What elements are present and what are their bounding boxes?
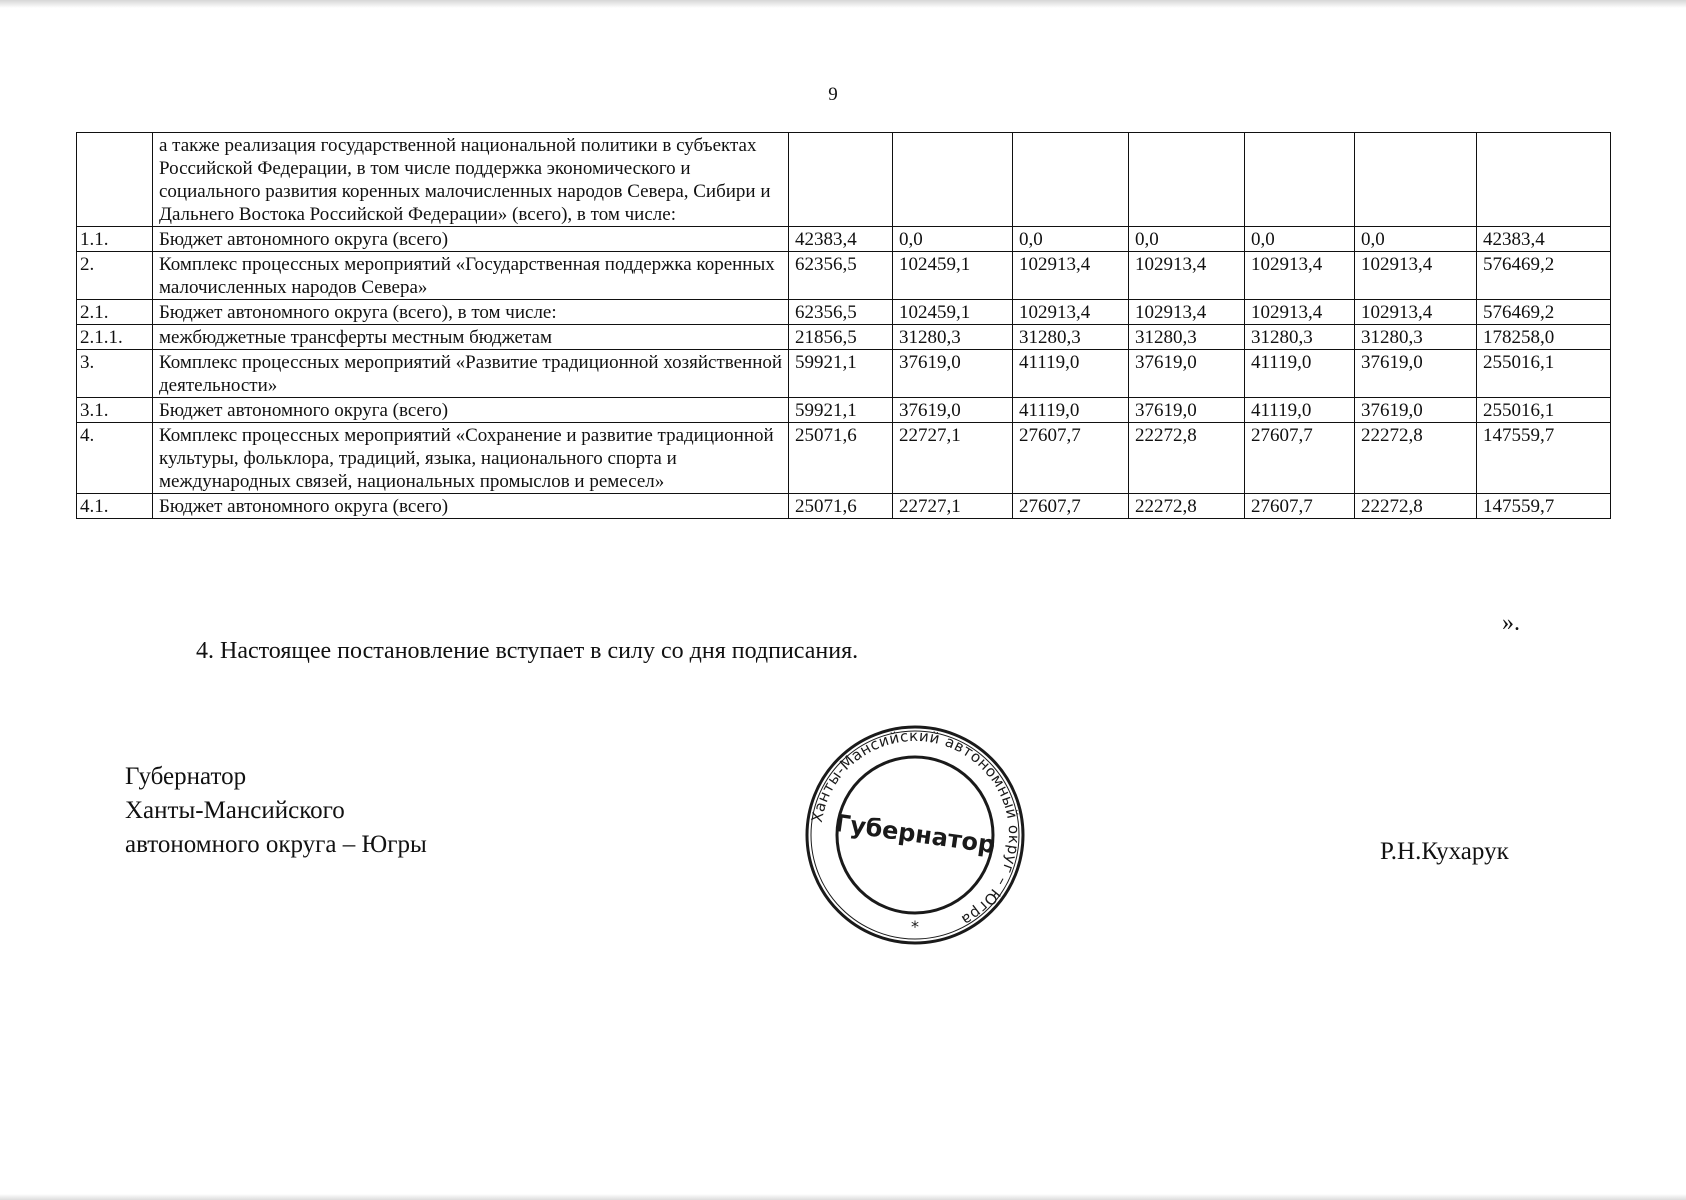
seal-center-text: Губернатор [833,808,998,860]
table-row [77,227,1611,252]
value-cell [789,133,893,227]
value-cell: 27607,7 [1245,494,1355,519]
value-cell: 41119,0 [1013,350,1129,398]
value-cell: 62356,5 [789,300,893,325]
row-title: Комплекс процессных мероприятий «Развитие традиционной хозяйственной деятельности» [153,350,789,398]
table-row [77,300,1611,325]
value-cell: 22727,1 [893,423,1013,494]
value-cell: 42383,4 [1477,227,1611,252]
value-cell: 255016,1 [1477,398,1611,423]
row-index: 4.1. [77,494,153,519]
value-cell: 37619,0 [1355,350,1477,398]
value-cell: 59921,1 [789,398,893,423]
table-row [77,350,1611,398]
value-cell: 22272,8 [1129,494,1245,519]
value-cell: 22272,8 [1129,423,1245,494]
closing-quote: ». [1502,610,1520,636]
value-cell: 25071,6 [789,423,893,494]
page-number: 9 [828,84,838,105]
value-cell: 102459,1 [893,252,1013,300]
value-cell [1245,133,1355,227]
value-cell: 102913,4 [1129,300,1245,325]
value-cell: 102913,4 [1013,252,1129,300]
value-cell: 178258,0 [1477,325,1611,350]
signatory-name: Р.Н.Кухарук [1380,838,1509,865]
table-row [77,252,1611,300]
row-index: 2.1. [77,300,153,325]
row-title: Бюджет автономного округа (всего) [153,494,789,519]
value-cell [893,133,1013,227]
table-row [77,423,1611,494]
table-row [77,325,1611,350]
row-title: Бюджет автономного округа (всего) [153,227,789,252]
value-cell: 31280,3 [1245,325,1355,350]
value-cell: 147559,7 [1477,494,1611,519]
table-body [77,133,1611,519]
value-cell: 102913,4 [1245,300,1355,325]
value-cell: 31280,3 [893,325,1013,350]
value-cell: 37619,0 [1355,398,1477,423]
row-title: межбюджетные трансферты местным бюджетам [153,325,789,350]
value-cell: 37619,0 [893,398,1013,423]
row-index: 2.1.1. [77,325,153,350]
value-cell: 37619,0 [1129,350,1245,398]
position-line: автономного округа – Югры [125,831,427,858]
seal-ring-textpath: Ханты-Мансийский автономный округ – Югра [807,726,1024,930]
signature-position [125,760,427,862]
value-cell: 102913,4 [1013,300,1129,325]
row-index: 2. [77,252,153,300]
value-cell: 147559,7 [1477,423,1611,494]
value-cell: 0,0 [1355,227,1477,252]
value-cell: 31280,3 [1129,325,1245,350]
row-title: Бюджет автономного округа (всего) [153,398,789,423]
official-seal [800,720,1030,950]
value-cell [1355,133,1477,227]
value-cell: 42383,4 [789,227,893,252]
value-cell: 22727,1 [893,494,1013,519]
value-cell: 37619,0 [1129,398,1245,423]
row-title: Бюджет автономного округа (всего), в том числе: [153,300,789,325]
value-cell: 102913,4 [1129,252,1245,300]
row-title: Комплекс процессных мероприятий «Сохранение и развитие традиционной культуры, фольклора, традиций, языка, национального спорта и международных связей, национальных промыслов и ремесел» [153,423,789,494]
table-row [77,494,1611,519]
value-cell: 22272,8 [1355,494,1477,519]
row-index: 4. [77,423,153,494]
value-cell: 102913,4 [1355,300,1477,325]
value-cell: 0,0 [1245,227,1355,252]
value-cell: 27607,7 [1245,423,1355,494]
value-cell: 27607,7 [1013,423,1129,494]
value-cell: 576469,2 [1477,252,1611,300]
value-cell: 102913,4 [1245,252,1355,300]
value-cell: 41119,0 [1013,398,1129,423]
value-cell: 576469,2 [1477,300,1611,325]
value-cell: 62356,5 [789,252,893,300]
scan-edge-bottom [0,1194,1686,1200]
value-cell: 0,0 [893,227,1013,252]
value-cell: 27607,7 [1013,494,1129,519]
row-index: 3. [77,350,153,398]
value-cell [1477,133,1611,227]
value-cell: 0,0 [1013,227,1129,252]
value-cell [1129,133,1245,227]
row-index: 1.1. [77,227,153,252]
row-index [77,133,153,227]
value-cell: 21856,5 [789,325,893,350]
value-cell: 0,0 [1129,227,1245,252]
seal-star: * [911,917,919,936]
value-cell: 31280,3 [1013,325,1129,350]
position-line: Ханты-Мансийского [125,797,345,824]
position-line: Губернатор [125,763,247,790]
row-index: 3.1. [77,398,153,423]
budget-table [76,132,1611,519]
value-cell: 31280,3 [1355,325,1477,350]
value-cell: 41119,0 [1245,350,1355,398]
value-cell: 59921,1 [789,350,893,398]
scan-edge-top [0,0,1686,8]
value-cell: 37619,0 [893,350,1013,398]
row-title: а также реализация государственной национальной политики в субъектах Российской Федерации, в том числе поддержка экономического и социального развития коренных малочисленных народов Севера, Сибири и Дальнего Востока Российской Федерации» (всего), в том числе: [153,133,789,227]
clause-text: 4. Настоящее постановление вступает в силу со дня подписания. [196,638,859,664]
value-cell: 25071,6 [789,494,893,519]
table-row [77,398,1611,423]
value-cell [1013,133,1129,227]
value-cell: 255016,1 [1477,350,1611,398]
value-cell: 41119,0 [1245,398,1355,423]
value-cell: 102459,1 [893,300,1013,325]
value-cell: 22272,8 [1355,423,1477,494]
table-row [77,133,1611,227]
row-title: Комплекс процессных мероприятий «Государственная поддержка коренных малочисленных народов Севера» [153,252,789,300]
value-cell: 102913,4 [1355,252,1477,300]
